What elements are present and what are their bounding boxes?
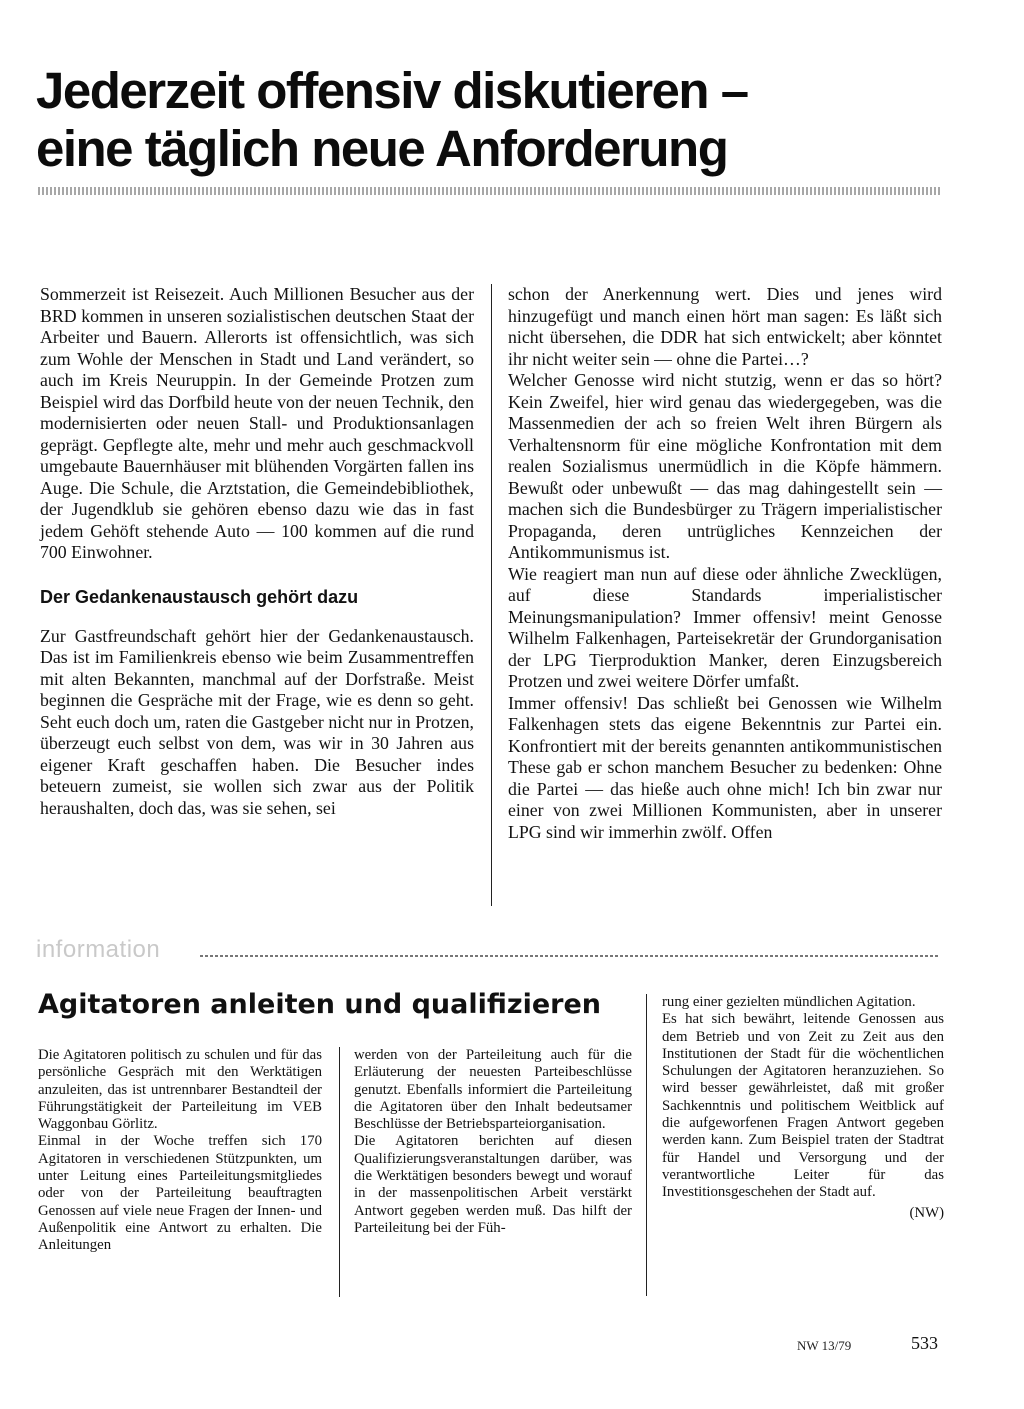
page-number: 533 xyxy=(911,1333,938,1353)
info-column-divider-2 xyxy=(646,994,647,1296)
article-column-2 xyxy=(508,284,942,843)
info-column-3 xyxy=(662,994,944,1222)
column-divider xyxy=(491,284,492,906)
article-paragraph: schon der Anerkennung wert. Dies und jenes wird hinzugefügt und manch einen hört man sagen: Es läßt sich nicht übersehen, die DDR hat sich entwickelt; aber könntet ihr nicht weiter sein — ohne die Partei…? xyxy=(508,284,942,369)
issue-number: NW 13/79 xyxy=(797,1338,852,1353)
article-column-1 xyxy=(40,284,474,819)
info-paragraph: Es hat sich bewährt, leitende Genossen aus dem Betrieb und von Zeit zu Zeit aus den Institutionen der Stadt für die wöchentlichen Schulungen der Agitatoren heranzuziehen. So wird besser gewährleistet, daß mit großer Sachkenntnis und politischem Weitblick auf die aufgeworfenen Fragen Antwort gegeben werden kann. Zum Beispiel traten der Stadtrat für Handel und Versorgung und der verantwortliche Leiter für das Investitionsgeschehen der Stadt auf. xyxy=(662,1011,944,1201)
article-paragraph: Sommerzeit ist Reisezeit. Auch Millionen Besucher aus der BRD kommen in unseren sozialistischen deutschen Staat der Arbeiter und Bauern. Allerorts ist offensichtlich, was sich zum Wohle der Menschen in Stadt und Land verändert, so auch im Kreis Neuruppin. In der Gemeinde Protzen zum Beispiel wird das Dorfbild heute von der neuen Technik, den modernisierten oder neuen Stall- und Produktionsanlagen geprägt. Gepflegte alte, mehr und mehr auch geschmackvoll umgebaute Bauernhäuser mit blühenden Vorgärten fallen ins Auge. Die Schule, die Arztstation, die Gemeindebibliothek, der Jugendklub sie gehören ebenso dazu wie das in fast jedem Gehöft stehende Auto — 100 kommen auf die rund 700 Einwohner. xyxy=(40,284,474,562)
info-column-2 xyxy=(354,1047,632,1237)
headline-line-2: eine täglich neue Anforderung xyxy=(36,120,728,177)
headline-hatch-rule xyxy=(38,187,940,195)
article-paragraph: Welcher Genosse wird nicht stutzig, wenn er das so hört? Kein Zweifel, hier wird genau das wiedergegeben, was die Massenmedien der ach so freien Welt ihren Bürgern als Verhaltensnorm für eine mögliche Konfrontation mit dem realen Sozialismus unermüdlich in die Köpfe hämmern. Bewußt oder unbewußt — das mag dahingestellt sein — machen sich die Bundesbürger zu Trägern imperialistischer Propaganda, deren untrügliches Kennzeichen der Antikommunismus ist. xyxy=(508,370,942,562)
info-column-divider-1 xyxy=(339,1047,340,1297)
info-column-1 xyxy=(38,1047,322,1255)
information-label: information xyxy=(36,936,161,963)
info-paragraph: rung einer gezielten mündlichen Agitation. xyxy=(662,994,916,1010)
info-paragraph: werden von der Parteileitung auch für die Erläuterung der neuesten Parteibeschlüsse genutzt. Ebenfalls informiert die Parteileitung die Agitatoren über den Inhalt bedeutsamer Beschlüsse der Betriebsparteiorganisation. xyxy=(354,1047,632,1133)
info-paragraph: Die Agitatoren politisch zu schulen und für das persönliche Gespräch mit den Werktätigen anzuleiten, das ist untrennbarer Bestandteil der Führungstätigkeit der Parteileitung im VEB Waggonbau Görlitz. xyxy=(38,1047,322,1133)
headline-line-1: Jederzeit offensiv diskutieren – xyxy=(36,62,748,119)
headline xyxy=(36,62,936,178)
article-paragraph: Immer offensiv! Das schließt bei Genossen wie Wilhelm Falkenhagen stets das eigene Bekenntnis zur Partei ein. Konfrontiert mit der bereits genannten antikommunistischen These gab er schon manchem Besucher zu bedenken: Ohne die Partei — das hieße auch ohne mich! Ich bin zwar nur einer von zwei Millionen Kommunisten, aber in unserer LPG sind wir immerhin zwölf. Offen xyxy=(508,692,942,842)
info-paragraph: Einmal in der Woche treffen sich 170 Agitatoren in verschiedenen Stützpunkten, um unter Leitung eines Parteileitungsmitgliedes oder von der Parteileitung beauftragten Genossen auf viele neue Fragen der Innen- und Außenpolitik eine Antwort zu erhalten. Die Anleitungen xyxy=(38,1133,322,1254)
information-rule xyxy=(200,955,940,957)
article-paragraph: Zur Gastfreundschaft gehört hier der Gedankenaustausch. Das ist im Familienkreis ebenso wie beim Zusammentreffen mit alten Bekannten, manchmal auf der Dorfstraße. Meist beginnen die Gespräche mit der Frage, wie es denn so geht. Seht euch doch um, raten die Gastgeber nicht nur in Protzen, überzeugt euch selbst von dem, was wir in 30 Jahren aus eigener Kraft geschaffen haben. Die Besucher indes beteuern zumeist, sie wollen sich zwar aus der Politik heraushalten, doch das, was sie sehen, sei xyxy=(40,625,474,818)
info-box-title: Agitatoren anleiten und qualifizieren xyxy=(38,989,602,1020)
article-subhead: Der Gedankenaustausch gehört dazu xyxy=(40,586,359,607)
author-signature: (NW) xyxy=(909,1204,944,1221)
article-paragraph: Wie reagiert man nun auf diese oder ähnliche Zwecklügen, auf diese Standards imperialistischer Meinungsmanipulation? Immer offensiv! meint Genosse Wilhelm Falkenhagen, Parteisekretär der Grundorganisation der LPG Tierproduktion Manker, deren Einzugsbereich Protzen und zwei weitere Dörfer umfaßt. xyxy=(508,563,942,691)
info-paragraph: Die Agitatoren berichten auf diesen Qualifizierungsveranstaltungen darüber, was die Werktätigen besonders bewegt und worauf in der massenpolitischen Arbeit verstärkt Antwort gegeben werden muß. Das hilft der Parteileitung bei der Füh- xyxy=(354,1133,632,1236)
